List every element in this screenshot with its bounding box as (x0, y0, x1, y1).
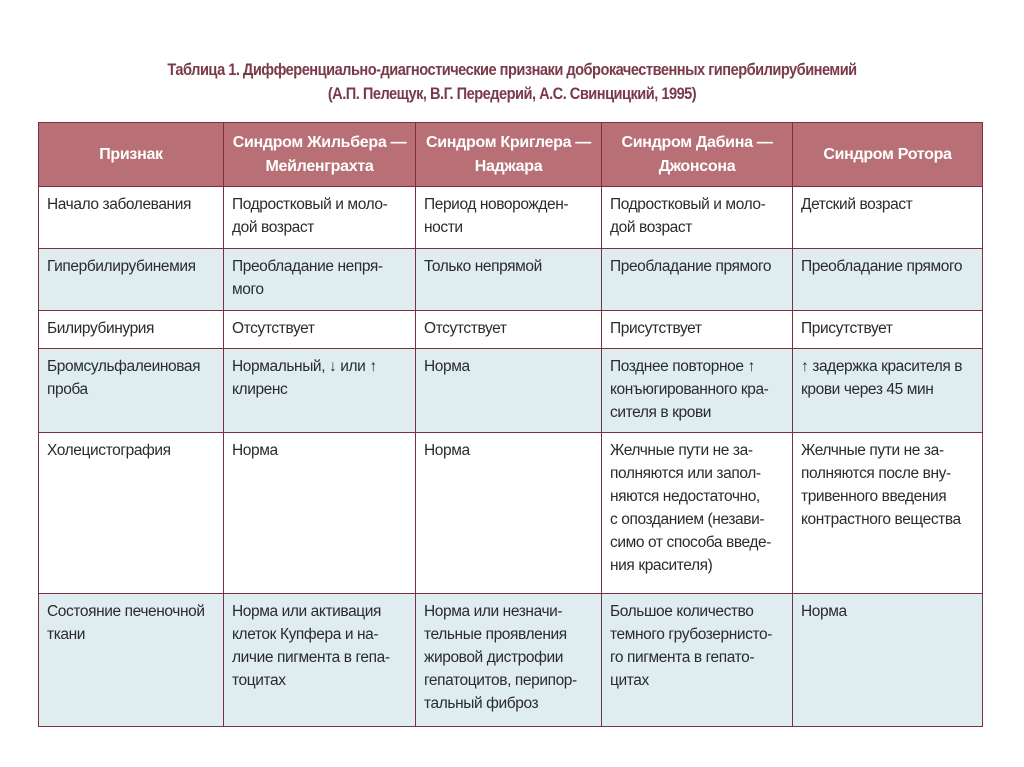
table-cell: Бромсульфалеиновая проба (39, 349, 224, 433)
table-cell: Желчные пути не за- полняются после вну- тривенного введения контрастного вещества (793, 433, 983, 594)
table-cell: Большое количество темного грубозернисто- го пигмента в гепато- цитах (602, 594, 793, 727)
header-crigler-najjar: Синдром Криглера — Наджара (416, 123, 602, 187)
table-cell: Детский возраст (793, 187, 983, 249)
table-cell: Норма (416, 433, 602, 594)
table-cell: Преобладание непря- мого (224, 249, 416, 311)
table-cell: Норма (416, 349, 602, 433)
table-cell: Только непрямой (416, 249, 602, 311)
table-cell: Отсутствует (416, 311, 602, 349)
table-caption (72, 58, 953, 106)
table-cell: Норма или незначи- тельные проявления жировой дистрофии гепатоцитов, перипор- тальный фиброз (416, 594, 602, 727)
table-cell: Желчные пути не за- полняются или запол- няются недостаточно, с опозданием (незави- симо от способа введе- ния красителя) (602, 433, 793, 594)
table-cell: Гипербилирубинемия (39, 249, 224, 311)
caption-title: Таблица 1. Дифференциально-диагностические признаки доброкачественных гипербилирубинемий (167, 60, 857, 79)
table-row (39, 433, 983, 594)
table-cell: Начало заболевания (39, 187, 224, 249)
table-row (39, 249, 983, 311)
caption-authors: (А.П. Пелещук, В.Г. Передерий, А.С. Свинцицкий, 1995) (327, 84, 697, 103)
table-cell: Присутствует (602, 311, 793, 349)
table-cell: Подростковый и моло- дой возраст (224, 187, 416, 249)
table-row (39, 594, 983, 727)
table-cell: Билирубинурия (39, 311, 224, 349)
header-rotor: Синдром Ротора (793, 123, 983, 187)
table-cell: Состояние печеночной ткани (39, 594, 224, 727)
table-row (39, 187, 983, 249)
table-cell: Холецистография (39, 433, 224, 594)
table-cell: Преобладание прямого (793, 249, 983, 311)
table-cell: Присутствует (793, 311, 983, 349)
table-cell: Подростковый и моло- дой возраст (602, 187, 793, 249)
header-gilbert: Синдром Жильбера — Мейленграхта (224, 123, 416, 187)
table-row (39, 349, 983, 433)
table-row (39, 311, 983, 349)
table-cell: Норма (793, 594, 983, 727)
table-cell: ↑ задержка красителя в крови через 45 мин (793, 349, 983, 433)
table-cell: Позднее повторное ↑ конъюгированного кра- сителя в крови (602, 349, 793, 433)
diagnostic-table (38, 122, 983, 727)
table-cell: Отсутствует (224, 311, 416, 349)
header-sign: Признак (39, 123, 224, 187)
table-cell: Норма (224, 433, 416, 594)
table-cell: Преобладание прямого (602, 249, 793, 311)
table-cell: Нормальный, ↓ или ↑ клиренс (224, 349, 416, 433)
table-cell: Норма или активация клеток Купфера и на- личие пигмента в гепа- тоцитах (224, 594, 416, 727)
table-cell: Период новорожден- ности (416, 187, 602, 249)
header-dubin-johnson: Синдром Дабина — Джонсона (602, 123, 793, 187)
header-row (39, 123, 983, 187)
